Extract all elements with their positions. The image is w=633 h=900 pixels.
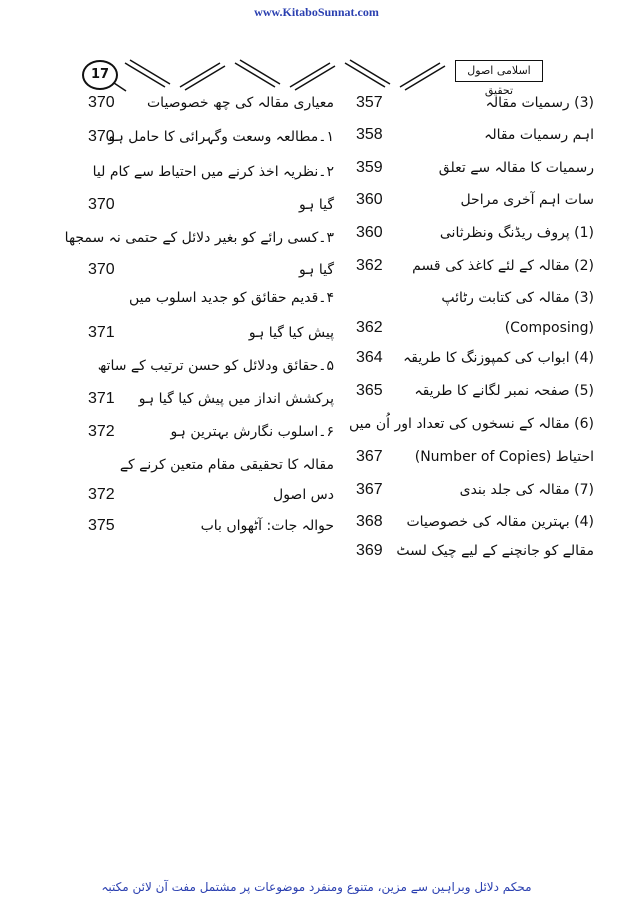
toc-entry-title: ۵۔حقائق ودلائل کو حسن ترتیب کے ساتھ [97, 358, 334, 374]
toc-entry-page: 370 [88, 128, 115, 145]
toc-entry-title: (1) پروف ریڈنگ ونظرثانی [439, 225, 594, 241]
toc-entry-title: معیاری مقالہ کی چھ خصوصیات [147, 95, 334, 111]
toc-entry-page: 371 [88, 390, 115, 407]
toc-entry [356, 188, 594, 212]
toc-entry-title: سات اہم آخری مراحل [460, 192, 594, 208]
toc-entry [356, 539, 594, 563]
toc-entry-page: 368 [356, 513, 383, 530]
toc-entry [349, 412, 594, 436]
toc-entry [356, 379, 594, 403]
toc-entry-page: 358 [356, 126, 383, 143]
toc-entry [88, 420, 334, 444]
toc-entry [356, 91, 594, 115]
toc-entry [356, 286, 594, 310]
toc-entry-page: 365 [356, 382, 383, 399]
toc-entry-page: 369 [356, 542, 383, 559]
toc-entry [88, 125, 334, 149]
toc-entry-title: گیا ہو [298, 262, 334, 278]
toc-entry-title: پیش کیا گیا ہو [248, 325, 334, 341]
toc-entry [64, 226, 334, 250]
toc-entry-title: (4) بہترین مقالہ کی خصوصیات [406, 514, 594, 530]
toc-entry [88, 193, 334, 217]
site-url: www.KitaboSunnat.com [254, 5, 379, 19]
toc-entry-title: ۳۔کسی رائے کو بغیر دلائل کے حتمی نہ سمجھا [64, 230, 334, 246]
toc-entry [356, 346, 594, 370]
toc-entry [88, 160, 334, 184]
toc-entry-title: (3) رسمیات مقالہ [485, 95, 594, 111]
toc-entry-page: 364 [356, 349, 383, 366]
toc-entry-page: 360 [356, 224, 383, 241]
toc-entry-title: پرکشش انداز میں پیش کیا گیا ہو [138, 391, 334, 407]
toc-entry-title: (2) مقالہ کے لئے کاغذ کی قسم [412, 258, 594, 274]
toc-entry [356, 316, 594, 340]
toc-entry-title: (7) مقالہ کی جلد بندی [459, 482, 594, 498]
toc-entry [88, 483, 334, 507]
toc-entry-title: دس اصول [273, 487, 334, 503]
footer-text: محکم دلائل وبراہین سے مزین، متنوع ومنفرد موضوعات پر مشتمل مفت آن لائن مکتبہ [101, 880, 532, 894]
toc-entry-title: رسمیات کا مقالہ سے تعلق [438, 160, 594, 176]
toc-entry-title: (4) ابواب کی کمپوزنگ کا طریقہ [403, 350, 594, 366]
toc-entry-page: 370 [88, 196, 115, 213]
toc-entry [88, 258, 334, 282]
toc-entry-page: 362 [356, 319, 383, 336]
toc-entry [356, 156, 594, 180]
toc-entry-title: ۴۔قدیم حقائق کو جدید اسلوب میں [128, 290, 334, 306]
toc-entry [356, 123, 594, 147]
toc-entry-title: (Composing) [504, 320, 594, 336]
toc-entry [88, 514, 334, 538]
book-title: اسلامی اصول تحقیق [455, 60, 543, 82]
toc-entry-page: 375 [88, 517, 115, 534]
toc-entry-title: (5) صفحہ نمبر لگانے کا طریقہ [414, 383, 594, 399]
toc-entry-title: ۲۔نظریہ اخذ کرنے میں احتیاط سے کام لیا [92, 164, 334, 180]
toc-entry-page: 359 [356, 159, 383, 176]
toc-entry-title: احتیاط (Number of Copies) [414, 449, 594, 465]
toc-entry-title: مقالے کو جانچنے کے لیے چیک لسٹ [396, 543, 594, 559]
toc-entry-page: 370 [88, 94, 115, 111]
toc-entry-title: اہم رسمیات مقالہ [484, 127, 594, 143]
toc-entry-page: 360 [356, 191, 383, 208]
toc-entry [356, 221, 594, 245]
toc-entry-page: 372 [88, 423, 115, 440]
toc-entry-title: حوالہ جات: آٹھواں باب [200, 518, 334, 534]
toc-entry [88, 91, 334, 115]
toc-entry [88, 453, 334, 477]
toc-entry-page: 362 [356, 257, 383, 274]
toc-entry-page: 371 [88, 324, 115, 341]
toc-entry-page: 367 [356, 481, 383, 498]
toc-entry [356, 478, 594, 502]
toc-entry-title: (6) مقالہ کے نسخوں کی تعداد اور اُن میں [349, 416, 594, 432]
toc-entry [88, 286, 334, 310]
toc-entry-title: (3) مقالہ کی کتابت رٹائپ [441, 290, 594, 306]
toc-entry [88, 321, 334, 345]
toc-entry [356, 254, 594, 278]
toc-entry [88, 387, 334, 411]
toc-entry [356, 510, 594, 534]
toc-entry-title: ۱۔مطالعہ وسعت وگہرائی کا حامل ہو [108, 129, 334, 145]
toc-entry [356, 445, 594, 469]
toc-entry-page: 357 [356, 94, 383, 111]
page-number: 17 [82, 60, 118, 90]
toc-entry [88, 354, 334, 378]
toc-entry-page: 370 [88, 261, 115, 278]
toc-entry-title: مقالہ کا تحقیقی مقام متعین کرنے کے [119, 457, 334, 473]
toc-entry-page: 372 [88, 486, 115, 503]
toc-entry-page: 367 [356, 448, 383, 465]
toc-entry-title: ۶۔اسلوب نگارش بہترین ہو [170, 424, 334, 440]
toc-entry-title: گیا ہو [298, 197, 334, 213]
